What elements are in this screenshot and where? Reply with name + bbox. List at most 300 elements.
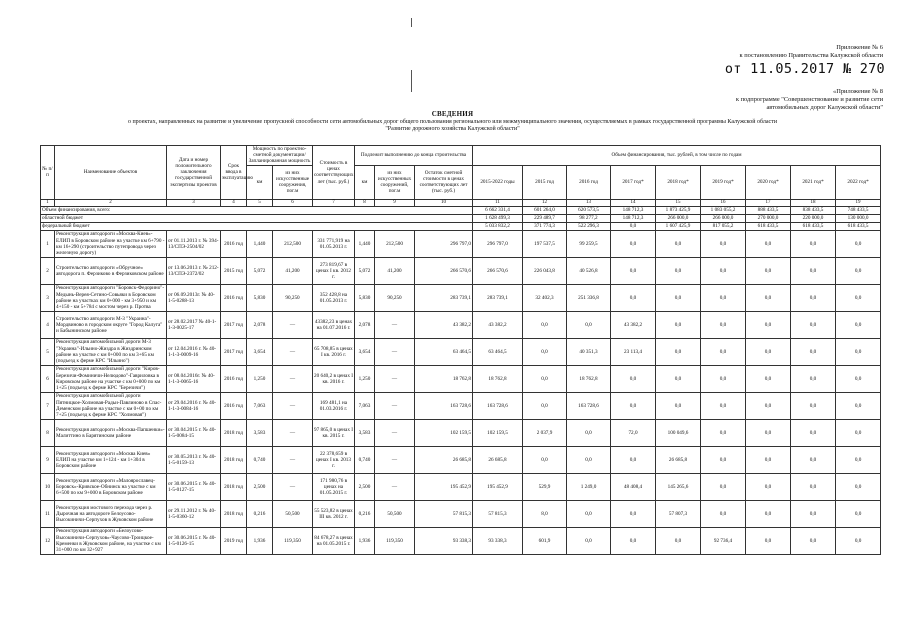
finance-total: 163 728,6: [473, 392, 523, 419]
table-row: [41, 500, 881, 527]
finance-year-value: 0,0: [836, 527, 881, 554]
estimated-cost: 43382,23 в ценах на 01.07.2016 г.: [313, 311, 355, 338]
finance-year-value: 0,0: [523, 446, 567, 473]
column-index-cell: 14: [611, 199, 656, 206]
table-row: [41, 527, 881, 554]
object-name: Реконструкция автомобильной дороги "Киров-Березичи-Фоминичи-Нелюдово"-Гавриловка в Кировском районе на участке с км 0+000 по км 1+25 (подъезд к ферме КРС "Березичи"): [55, 365, 167, 392]
totals-value: 270 000,0: [746, 214, 791, 222]
totals-value: 1 873 425,9: [656, 206, 701, 214]
column-index-cell: 10: [415, 199, 473, 206]
expertise-date: от 30.05.2013 г. № 40-1-5-0159-13: [167, 446, 221, 473]
finance-total: 283 739,1: [473, 284, 523, 311]
remaining-structures: —: [375, 392, 415, 419]
col-todo-header: Подлежит выполнению до конца строительства: [355, 146, 473, 166]
remaining-km: 7,063: [355, 392, 375, 419]
commissioning-term: 2018 год: [221, 473, 247, 500]
finance-year-value: 72,0: [611, 419, 656, 446]
finance-year-value: 0,0: [611, 257, 656, 284]
finance-year-value: 0,0: [746, 311, 791, 338]
finance-year-value: 0,0: [701, 473, 746, 500]
col-cost-header: Стоимость в ценах соответствующих лет (тыс. руб.): [313, 146, 355, 200]
table-row: [41, 311, 881, 338]
finance-year-value: 0,0: [791, 257, 836, 284]
finance-year-value: 8,0: [523, 500, 567, 527]
expertise-date: от 13.06.2013 г. № 212-13/СПЭ-2372/02: [167, 257, 221, 284]
finance-year-value: 99 259,5: [567, 230, 611, 257]
col-year-header: 2020 год*: [746, 165, 791, 199]
estimated-cost: 55 523,82 в ценах III кв. 2012 г.: [313, 500, 355, 527]
finance-year-value: 0,0: [836, 500, 881, 527]
estimated-cost: 22 378,659 в ценах I кв. 2013 г.: [313, 446, 355, 473]
totals-value: 5 033 832,2: [473, 222, 523, 230]
finance-year-value: 0,0: [701, 257, 746, 284]
finance-year-value: 0,0: [656, 284, 701, 311]
remaining-km: 1,936: [355, 527, 375, 554]
capacity-structures: 90,250: [273, 284, 313, 311]
finance-year-value: 0,0: [746, 473, 791, 500]
column-index-cell: 13: [567, 199, 611, 206]
finance-year-value: 0,0: [611, 500, 656, 527]
finance-total: 43 382,2: [473, 311, 523, 338]
appendix2-to-line2: автомобильных дорог Калужской области": [766, 104, 883, 111]
capacity-km: 0,740: [247, 446, 273, 473]
capacity-structures: —: [273, 446, 313, 473]
expertise-date: от 06.09.2013г. № 40-1-5-0288-13: [167, 284, 221, 311]
totals-value: 817 055,2: [701, 222, 746, 230]
expertise-date: от 29.11.2012 г. № 40-1-5-0360-12: [167, 500, 221, 527]
finance-total: 266 570,6: [473, 257, 523, 284]
commissioning-term: 2016 год: [221, 284, 247, 311]
col-remain-header: Остаток сметной стоимости в ценах соответствующих лет (тыс. руб.): [415, 165, 473, 199]
capacity-structures: 50,500: [273, 500, 313, 527]
finance-year-value: 0,0: [611, 446, 656, 473]
column-index-cell: 4: [221, 199, 247, 206]
row-number: 1: [41, 230, 55, 257]
finance-year-value: 40 526,8: [567, 257, 611, 284]
capacity-km: 3,583: [247, 419, 273, 446]
finance-total: 296 797,0: [473, 230, 523, 257]
appendix-header: [740, 44, 883, 60]
finance-year-value: 0,0: [611, 527, 656, 554]
row-number: 10: [41, 473, 55, 500]
col-year-header: 2021 год*: [791, 165, 836, 199]
finance-year-value: 0,0: [701, 365, 746, 392]
finance-year-value: 0,0: [746, 446, 791, 473]
remaining-structures: —: [375, 473, 415, 500]
col-art-header: из них искусственные сооружения, пог.м: [273, 165, 313, 199]
finance-year-value: 0,0: [701, 338, 746, 365]
expertise-date: от 12.04.2016 г. № 40-1-1-3-0009-16: [167, 338, 221, 365]
document-subtitle: [0, 119, 905, 133]
finance-total: 26 685,8: [473, 446, 523, 473]
finance-year-value: 0,0: [701, 446, 746, 473]
estimated-cost: 97 865,0 в ценах I кв. 2015 г.: [313, 419, 355, 446]
totals-row: [41, 206, 881, 214]
capacity-km: 1,250: [247, 365, 273, 392]
finance-year-value: 0,0: [567, 500, 611, 527]
remaining-cost: 93 338,3: [415, 527, 473, 554]
estimated-cost: 273 819,67 в ценах I кв. 2012 г.: [313, 257, 355, 284]
object-name: Реконструкция автодороги «Белоусово-Высокиничи-Серпухов»-Чаусово-Троицкое-Кременки в Жуковском районе, на участке с км 31+000 по км 32+927: [55, 527, 167, 554]
capacity-structures: 41,200: [273, 257, 313, 284]
col-art2-header: из них искусственных сооружений, пог.м: [375, 165, 415, 199]
totals-value: 838 433,5: [791, 206, 836, 214]
row-number: 6: [41, 365, 55, 392]
totals-row: [41, 214, 881, 222]
column-index-cell: 15: [656, 199, 701, 206]
finance-year-value: 0,0: [701, 284, 746, 311]
object-name: Реконструкция автомобильной дороги М-3 "Украина"-Ильино-Жиздра в Жиздринском районе на участке с км 0+000 по км 3+65 км (подъезд к ферме КРС "Ильино"): [55, 338, 167, 365]
object-name: Строительство автодороги М-3 "Украина"-Мордвиново в городском округе "Город Калуга" и Бабынинском районе: [55, 311, 167, 338]
projects-table: [40, 145, 881, 555]
capacity-structures: —: [273, 473, 313, 500]
finance-year-value: 0,0: [746, 365, 791, 392]
totals-value: 1 628 499,3: [473, 214, 523, 222]
finance-year-value: 0,0: [791, 311, 836, 338]
finance-year-value: 0,0: [746, 284, 791, 311]
finance-year-value: 0,0: [836, 230, 881, 257]
remaining-cost: 43 382,2: [415, 311, 473, 338]
finance-year-value: 2 037,9: [523, 419, 567, 446]
capacity-km: 3,654: [247, 338, 273, 365]
capacity-structures: —: [273, 419, 313, 446]
commissioning-term: 2016 год: [221, 230, 247, 257]
col-year-header: 2019 год*: [701, 165, 746, 199]
finance-year-value: 0,0: [656, 311, 701, 338]
remaining-structures: —: [375, 446, 415, 473]
column-index-cell: 3: [167, 199, 221, 206]
finance-year-value: 0,0: [791, 338, 836, 365]
estimated-cost: 84 678,27 в ценах на 01.05.2015 г.: [313, 527, 355, 554]
table-row: [41, 365, 881, 392]
commissioning-term: 2018 год: [221, 446, 247, 473]
object-name: Реконструкция автодороги "Боровск-Федорино"-Медынь-Верея-Сетино-Совьяки в Боровском районе на участках км 0+000 - км 3+950 и км 4+150 - км 5+784 с мостом через р. Протва: [55, 284, 167, 311]
row-number: 7: [41, 392, 55, 419]
expertise-date: от 08.04.2016г. № 40-1-1-3-0065-16: [167, 365, 221, 392]
expertise-date: от 28.02.2017 № 40-1-1-3-0025-17: [167, 311, 221, 338]
totals-value: 618 433,5: [791, 222, 836, 230]
appendix2-to-line1: к подпрограмме "Совершенствование и развитие сети: [735, 96, 883, 103]
remaining-km: 0,740: [355, 446, 375, 473]
commissioning-term: 2016 год: [221, 365, 247, 392]
document-title: СВЕДЕНИЯ: [431, 110, 474, 118]
subtitle-line2: "Развитие дорожного хозяйства Калужской области": [385, 126, 520, 133]
table-row: [41, 230, 881, 257]
finance-year-value: 26 685,8: [656, 446, 701, 473]
finance-year-value: 0,0: [836, 392, 881, 419]
col-term-header: Срок ввода в эксплуатацию: [221, 146, 247, 200]
finance-year-value: 0,0: [523, 365, 567, 392]
col-total-period-header: 2015-2022 годы: [473, 165, 523, 199]
finance-year-value: 0,0: [656, 365, 701, 392]
commissioning-term: 2017 год: [221, 338, 247, 365]
row-number: 9: [41, 446, 55, 473]
col-capacity-header: Мощность по проектно-сметной документации/ Запланированная мощность: [247, 146, 313, 166]
totals-value: 1 607 425,9: [656, 222, 701, 230]
totals-value: 620 573,5: [567, 206, 611, 214]
totals-label: федеральный бюджет: [41, 222, 473, 230]
row-number: 4: [41, 311, 55, 338]
column-index-cell: 7: [313, 199, 355, 206]
column-index-cell: 17: [746, 199, 791, 206]
totals-label: областной бюджет: [41, 214, 473, 222]
column-index-cell: 8: [355, 199, 375, 206]
finance-total: 18 762,8: [473, 365, 523, 392]
finance-year-value: 0,0: [746, 392, 791, 419]
scan-mark: [411, 70, 412, 92]
totals-value: 148 712,3: [611, 214, 656, 222]
order-date: от 11.05.2017 № 270: [724, 61, 885, 77]
capacity-km: 1,936: [247, 527, 273, 554]
column-index-cell: 2: [55, 199, 167, 206]
remaining-structures: 90,250: [375, 284, 415, 311]
finance-year-value: 163 728,6: [567, 392, 611, 419]
table-row: [41, 257, 881, 284]
column-index-cell: 18: [791, 199, 836, 206]
capacity-structures: 119,350: [273, 527, 313, 554]
expertise-date: от 01.11.2013 г. № 394-13/СПЭ-2504/02: [167, 230, 221, 257]
finance-total: 57 815,3: [473, 500, 523, 527]
totals-value: 371 774,3: [523, 222, 567, 230]
estimated-cost: 171 980,76 в ценах на 01.05.2015 г.: [313, 473, 355, 500]
finance-year-value: 0,0: [791, 284, 836, 311]
col-year-header: 2017 год*: [611, 165, 656, 199]
finance-year-value: 0,0: [791, 392, 836, 419]
finance-year-value: 0,0: [611, 365, 656, 392]
totals-value: 98 277,2: [567, 214, 611, 222]
totals-value: 148 712,3: [611, 206, 656, 214]
col-year-header: 2018 год*: [656, 165, 701, 199]
commissioning-term: 2017 год: [221, 311, 247, 338]
commissioning-term: 2018 год: [221, 500, 247, 527]
col-year-header: 2015 год: [523, 165, 567, 199]
object-name: Реконструкция автомобильной дороги Пятницкое-Холмовая-Радьи-Павлиново в Спас-Деменском районе на участке с км 0+00 по км 7+25 (подъезд к ферме КРС "Холмовая"): [55, 392, 167, 419]
remaining-km: 1,440: [355, 230, 375, 257]
remaining-cost: 195 452,9: [415, 473, 473, 500]
expertise-date: от 30.04.2015 г. № 40-1-5-0084-15: [167, 419, 221, 446]
column-index-cell: 16: [701, 199, 746, 206]
totals-value: 229 489,7: [523, 214, 567, 222]
appendix-number: Приложение № 6: [836, 44, 883, 51]
capacity-km: 7,063: [247, 392, 273, 419]
appendix2-number: «Приложение № 8: [833, 88, 883, 95]
finance-year-value: 40 351,3: [567, 338, 611, 365]
object-name: Реконструкция автодороги «Москва-Папшенки»-Малиттино в Барятинском районе: [55, 419, 167, 446]
table-row: [41, 473, 881, 500]
estimated-cost: 65 708,85 в ценах I кв. 2016 г.: [313, 338, 355, 365]
finance-year-value: 0,0: [791, 419, 836, 446]
finance-year-value: 0,0: [746, 419, 791, 446]
finance-year-value: 0,0: [656, 257, 701, 284]
totals-row: [41, 222, 881, 230]
appendix2-header: [736, 88, 883, 112]
finance-year-value: 57 807,3: [656, 500, 701, 527]
commissioning-term: 2019 год: [221, 527, 247, 554]
row-number: 3: [41, 284, 55, 311]
column-index-cell: 5: [247, 199, 273, 206]
object-name: Строительство автодороги «Обручное» автодорога п. Ферзиково в Ферзиковском районе: [55, 257, 167, 284]
capacity-km: 2,078: [247, 311, 273, 338]
col-finance-header: Объем финансирования, тыс. рублей, в том числе по годам: [473, 146, 881, 166]
column-index-cell: 6: [273, 199, 313, 206]
remaining-km: 5,830: [355, 284, 375, 311]
finance-year-value: 197 537,5: [523, 230, 567, 257]
finance-year-value: 0,0: [746, 230, 791, 257]
finance-year-value: 0,0: [701, 311, 746, 338]
remaining-km: 2,500: [355, 473, 375, 500]
remaining-km: 1,250: [355, 365, 375, 392]
finance-year-value: 251 336,8: [567, 284, 611, 311]
col-km-header: км: [247, 165, 273, 199]
remaining-cost: 163 728,6: [415, 392, 473, 419]
table-row: [41, 284, 881, 311]
col-name-header: Наименование объектов: [55, 146, 167, 200]
expertise-date: от 30.06.2015 г. № 40-1-5-0127-15: [167, 473, 221, 500]
finance-year-value: 0,0: [611, 284, 656, 311]
finance-year-value: 0,0: [791, 446, 836, 473]
remaining-structures: 119,350: [375, 527, 415, 554]
capacity-km: 1,440: [247, 230, 273, 257]
totals-value: 522 296,3: [567, 222, 611, 230]
remaining-structures: —: [375, 311, 415, 338]
row-number: 12: [41, 527, 55, 554]
finance-year-value: 0,0: [836, 257, 881, 284]
finance-year-value: 226 043,8: [523, 257, 567, 284]
finance-year-value: 0,0: [791, 527, 836, 554]
finance-total: 102 159,5: [473, 419, 523, 446]
object-name: Реконструкция автодороги «Москва Киев» ЕЛИП на участке км 1+124 - км 1+304 в Боровском районе: [55, 446, 167, 473]
finance-year-value: 32 402,3: [523, 284, 567, 311]
column-index-cell: 19: [836, 199, 881, 206]
col-number-header: № п/п: [41, 146, 55, 200]
totals-value: 266 000,0: [656, 214, 701, 222]
totals-value: 888 433,5: [746, 206, 791, 214]
commissioning-term: 2015 год: [221, 257, 247, 284]
finance-year-value: 100 049,6: [656, 419, 701, 446]
estimated-cost: 169 481,1 на 01.03.2016 г.: [313, 392, 355, 419]
finance-year-value: 0,0: [791, 230, 836, 257]
object-name: Реконструкция автодороги «Москва-Киев»-ЕЛИП в Боровском районе на участке км 6+790 - км 16+290 (строительство путепровода через железную дорогу): [55, 230, 167, 257]
table-row: [41, 338, 881, 365]
finance-year-value: 145 265,6: [656, 473, 701, 500]
capacity-km: 5,830: [247, 284, 273, 311]
finance-year-value: 0,0: [701, 419, 746, 446]
expertise-date: от 30.06.2015 г. № 40-1-5-0126-15: [167, 527, 221, 554]
finance-year-value: 18 762,8: [567, 365, 611, 392]
column-index-cell: 9: [375, 199, 415, 206]
finance-year-value: 48 408,4: [611, 473, 656, 500]
capacity-structures: 212,500: [273, 230, 313, 257]
totals-value: 220 000,0: [791, 214, 836, 222]
remaining-cost: 18 762,8: [415, 365, 473, 392]
remaining-structures: 41,200: [375, 257, 415, 284]
col-year-header: 2022 год*: [836, 165, 881, 199]
remaining-km: 5,072: [355, 257, 375, 284]
finance-year-value: 0,0: [567, 419, 611, 446]
finance-year-value: 92 736,4: [701, 527, 746, 554]
finance-year-value: 0,0: [746, 527, 791, 554]
estimated-cost: 352 428,8 на 01.05.2013 г.: [313, 284, 355, 311]
finance-year-value: 0,0: [567, 446, 611, 473]
finance-year-value: 0,0: [523, 392, 567, 419]
row-number: 8: [41, 419, 55, 446]
capacity-structures: —: [273, 311, 313, 338]
finance-year-value: 0,0: [746, 338, 791, 365]
finance-year-value: 0,0: [567, 311, 611, 338]
finance-year-value: 0,0: [836, 446, 881, 473]
row-number: 2: [41, 257, 55, 284]
finance-year-value: 0,0: [523, 338, 567, 365]
estimated-cost: 331 771,919 на 01.05.2013 г.: [313, 230, 355, 257]
commissioning-term: 2016 год: [221, 392, 247, 419]
remaining-cost: 296 797,0: [415, 230, 473, 257]
finance-year-value: 0,0: [746, 500, 791, 527]
remaining-structures: —: [375, 365, 415, 392]
capacity-km: 0,216: [247, 500, 273, 527]
totals-value: 6 662 331,4: [473, 206, 523, 214]
finance-year-value: 0,0: [611, 230, 656, 257]
object-name: Реконструкция автодороги «Малоярославец-Боровск»-Кривское-Обнинск на участке с км 6+500 по км 9+000 в Боровском районе: [55, 473, 167, 500]
finance-total: 195 452,9: [473, 473, 523, 500]
column-index-row: [41, 199, 881, 206]
remaining-cost: 266 570,6: [415, 257, 473, 284]
capacity-km: 2,500: [247, 473, 273, 500]
table-row: [41, 419, 881, 446]
remaining-structures: 212,500: [375, 230, 415, 257]
column-index-cell: 11: [473, 199, 523, 206]
totals-value: 618 433,5: [746, 222, 791, 230]
finance-year-value: 0,0: [611, 392, 656, 419]
finance-year-value: 529,9: [523, 473, 567, 500]
estimated-cost: 20 640,2 в ценах I кв. 2016 г.: [313, 365, 355, 392]
object-name: Реконструкция мостового перехода через р. Дырочная на автодороге Белоусово-Высокиничи-Серпухов в Жуковском районе: [55, 500, 167, 527]
finance-year-value: 0,0: [523, 311, 567, 338]
finance-total: 93 338,3: [473, 527, 523, 554]
finance-year-value: 0,0: [836, 284, 881, 311]
finance-year-value: 0,0: [836, 473, 881, 500]
finance-year-value: 0,0: [701, 500, 746, 527]
capacity-structures: —: [273, 338, 313, 365]
table-row: [41, 392, 881, 419]
remaining-structures: —: [375, 338, 415, 365]
finance-year-value: 1 249,0: [567, 473, 611, 500]
totals-value: 266 000,0: [701, 214, 746, 222]
finance-year-value: 0,0: [791, 500, 836, 527]
finance-year-value: 0,0: [791, 365, 836, 392]
finance-year-value: 0,0: [791, 473, 836, 500]
appendix-to: к постановлению Правительства Калужской области: [739, 52, 883, 59]
finance-year-value: 0,0: [656, 230, 701, 257]
remaining-km: 3,583: [355, 419, 375, 446]
finance-year-value: 0,0: [701, 230, 746, 257]
remaining-km: 0,216: [355, 500, 375, 527]
remaining-structures: —: [375, 419, 415, 446]
finance-total: 63 464,5: [473, 338, 523, 365]
finance-year-value: 23 113,4: [611, 338, 656, 365]
table-row: [41, 446, 881, 473]
totals-value: 1 083 055,2: [701, 206, 746, 214]
col-year-header: 2016 год: [567, 165, 611, 199]
capacity-structures: —: [273, 365, 313, 392]
remaining-cost: 283 739,1: [415, 284, 473, 311]
finance-year-value: 0,0: [746, 257, 791, 284]
remaining-km: 2,078: [355, 311, 375, 338]
capacity-structures: —: [273, 392, 313, 419]
remaining-cost: 57 815,3: [415, 500, 473, 527]
finance-year-value: 0,0: [656, 392, 701, 419]
finance-year-value: 43 382,2: [611, 311, 656, 338]
finance-year-value: 0,0: [836, 338, 881, 365]
